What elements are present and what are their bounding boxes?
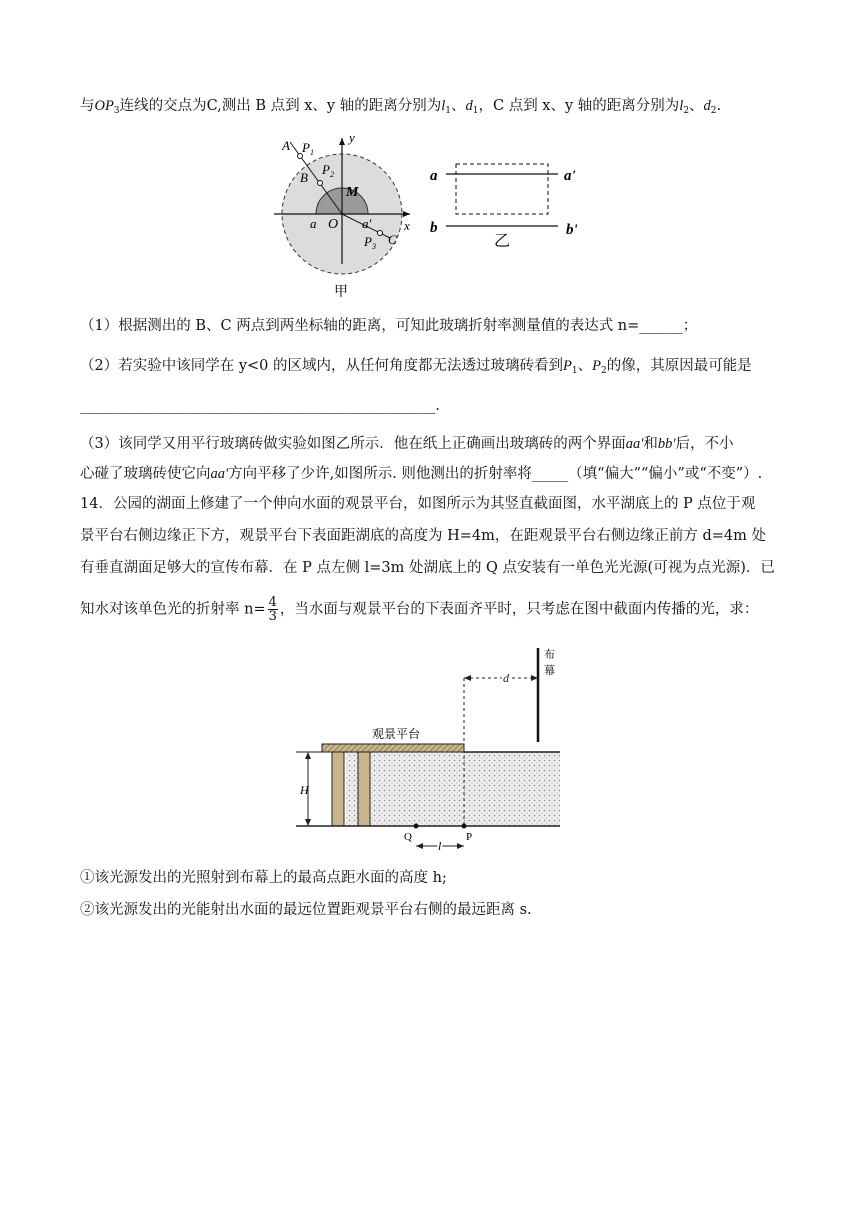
math-p2: P	[592, 358, 601, 374]
label-yi-b: b	[430, 220, 438, 236]
math-aa: aa'	[625, 436, 644, 452]
problem-14-line-4	[80, 596, 758, 623]
l-arrow-left	[416, 843, 423, 849]
label-P1: $P_1$	[302, 140, 314, 157]
label-M: M	[346, 185, 359, 200]
label-curtain-2: 幕	[544, 665, 555, 677]
glass-brick-outline	[456, 164, 548, 214]
math-l2: l	[679, 98, 684, 114]
label-C: C	[388, 232, 397, 247]
label-platform: 观景平台	[372, 727, 421, 741]
math-subscript: 1	[445, 106, 451, 116]
question-2-blank: _________________________________________________.	[80, 398, 440, 414]
text-segment: .	[716, 98, 722, 114]
figure-caption-yi: 乙	[494, 233, 511, 250]
text-segment: 与	[80, 98, 95, 114]
text-line-1	[80, 96, 721, 121]
sub-question-1: ①该光源发出的光照射到布幕上的最高点距水面的高度 h;	[80, 870, 447, 886]
question-3-cont	[80, 464, 762, 484]
text-segment: 、	[577, 358, 593, 374]
text-segment: 后，不小	[675, 436, 734, 452]
label-A: A	[282, 138, 290, 153]
text-segment: 的像，其原因最可能是	[606, 358, 752, 374]
h-arrow-up	[305, 752, 311, 759]
text-segment: ，C 点到 x、y 轴的距离分别为	[478, 98, 680, 114]
text-segment: 知水对该单色光的折射率 n=	[80, 601, 266, 618]
text-segment: 、	[451, 98, 466, 114]
figure-lake-platform	[288, 644, 568, 854]
h-arrow-down	[305, 819, 311, 826]
figure-jia-yi	[260, 130, 600, 302]
label-d: d	[503, 671, 509, 685]
fraction-denominator: 3	[268, 609, 277, 624]
label-yi-b-prime: b'	[566, 222, 578, 238]
math-subscript: 1	[571, 366, 578, 376]
math-subscript: 2	[683, 106, 690, 116]
problem-14-line-1: 14．公园的湖面上修建了一个伸向水面的观景平台，如图所示为其竖直截面图，水平湖底上的 P 点位于观	[80, 496, 756, 512]
text-segment: 和	[643, 436, 658, 452]
lake-water	[346, 752, 560, 826]
y-axis-arrow	[339, 138, 345, 145]
math-d1: d	[465, 98, 473, 114]
math-op: OP	[94, 98, 114, 114]
x-axis-arrow	[403, 211, 410, 217]
point-P	[462, 824, 467, 829]
pin-p3	[378, 231, 383, 236]
math-aa: aa'	[210, 466, 229, 482]
point-Q	[414, 824, 419, 829]
label-O: O	[328, 217, 339, 232]
label-P2: $P_2$	[322, 162, 334, 179]
pillar-right	[358, 752, 370, 826]
d-arrow-left	[464, 675, 471, 681]
math-l1: l	[441, 98, 446, 114]
math-subscript: 1	[472, 106, 479, 116]
label-curtain-1: 布	[544, 649, 555, 661]
question-3	[80, 434, 733, 454]
fraction-numerator: 4	[268, 595, 277, 610]
figure-caption-jia: 甲	[334, 285, 348, 300]
text-segment: 连线的交点为C,测出 B 点到 x、y 轴的距离分别为	[119, 98, 442, 114]
math-bb: bb'	[657, 436, 676, 452]
label-a: a	[310, 216, 317, 231]
sub-question-2: ②该光源发出的光能射出水面的最远位置距观景平台右侧的最远距离 s.	[80, 902, 532, 918]
text-segment: 心碰了玻璃砖使它向	[80, 466, 211, 482]
text-segment: 方向平移了少许,如图所示. 则他测出的折射率将_____（填“偏大”“偏小”或“不变”）.	[228, 466, 763, 482]
math-subscript: 3	[113, 106, 120, 116]
label-y: y	[349, 130, 355, 145]
problem-14-line-2: 景平台右侧边缘正下方，观景平台下表面距湖底的高度为 H=4m，在距观景平台右侧边缘正前方 d=4m 处	[80, 528, 766, 544]
pin-p2	[318, 181, 323, 186]
label-yi-a: a	[430, 168, 438, 184]
text-segment: （2）若实验中该同学在 y<0 的区域内，从任何角度都无法透过玻璃砖看到	[80, 358, 564, 374]
label-P3: $P_3$	[364, 234, 376, 251]
question-2	[80, 356, 752, 381]
text-segment: ，当水面与观景平台的下表面齐平时，只考虑在图中截面内传播的光，求：	[279, 601, 759, 618]
label-Q: Q	[404, 831, 412, 843]
label-yi-a-prime: a'	[564, 168, 576, 184]
label-H: H	[300, 783, 309, 797]
label-B: B	[300, 170, 308, 185]
question-1: （1）根据测出的 B、C 两点到两坐标轴的距离，可知此玻璃折射率测量值的表达式 n=______；	[80, 318, 698, 334]
math-subscript: 2	[710, 106, 717, 116]
l-arrow-right	[457, 843, 464, 849]
label-l: l	[438, 839, 442, 853]
text-segment: 、	[689, 98, 704, 114]
math-subscript: 2	[600, 366, 607, 376]
math-d2: d	[703, 98, 711, 114]
problem-14-line-3: 有垂直湖面足够大的宣传布幕．在 P 点左侧 l=3m 处湖底上的 Q 点安装有一单色光光源(可视为点光源)．已	[80, 560, 775, 576]
label-a-prime: a'	[362, 216, 372, 231]
label-P: P	[466, 831, 473, 843]
text-segment: （3）该同学又用平行玻璃砖做实验如图乙所示．他在纸上正确画出玻璃砖的两个界面	[80, 436, 626, 452]
math-p1: P	[563, 358, 572, 374]
pillar-left	[332, 752, 344, 826]
viewing-platform	[322, 744, 464, 752]
label-x: x	[404, 218, 410, 233]
fraction	[268, 596, 278, 623]
